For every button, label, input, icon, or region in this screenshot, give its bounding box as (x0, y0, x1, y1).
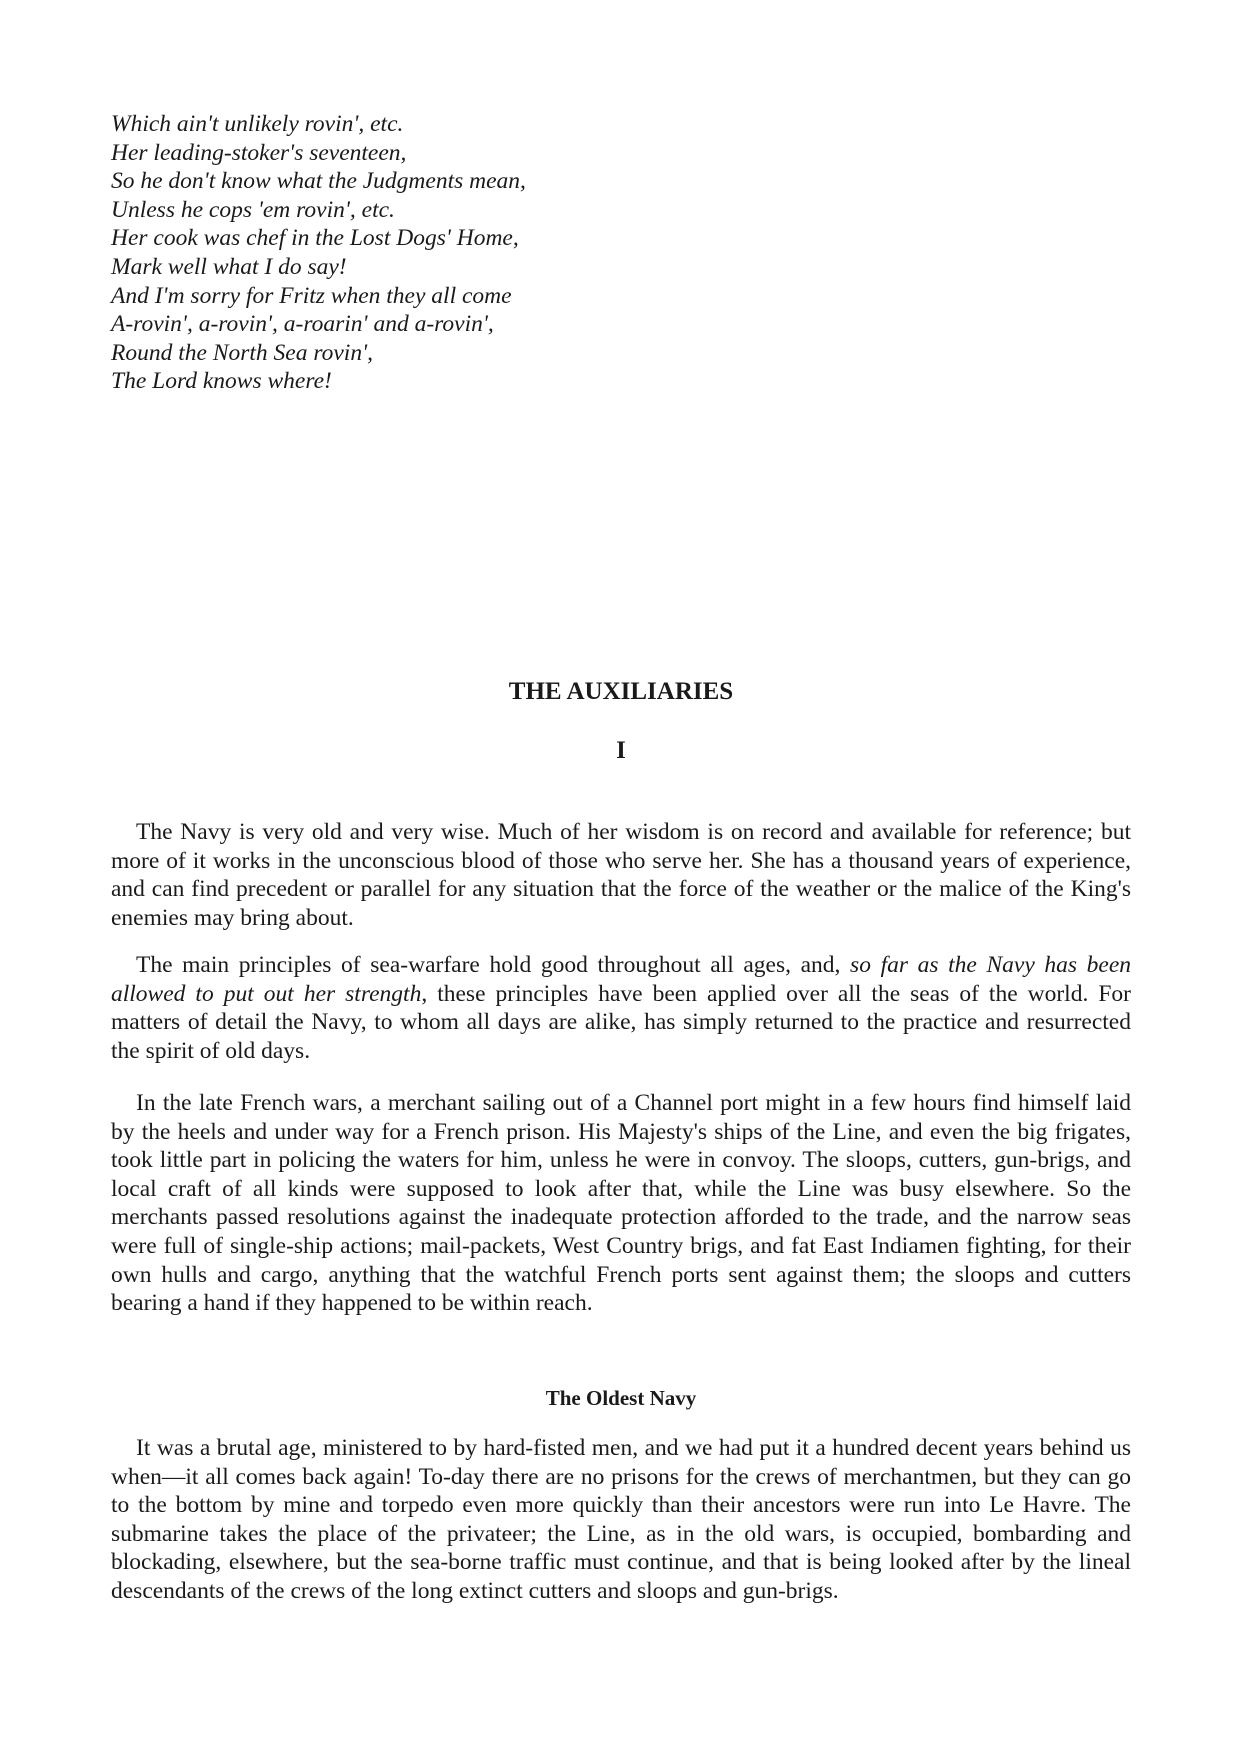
verse-line: Mark well what I do say! (111, 253, 347, 280)
paragraph-text: The main principles of sea-warfare hold good throughout all ages, and, (136, 952, 851, 978)
verse-line: The Lord knows where! (111, 368, 332, 395)
chapter-title: THE AUXILIARIES (508, 678, 734, 705)
chapter-numeral: I (616, 737, 626, 764)
verse-line: Her cook was chef in the Lost Dogs' Home, (111, 225, 519, 252)
paragraph: It was a brutal age, ministered to by hard-fisted men, and we had put it a hundred decent years behind us when—it all comes back again! To-day there are no prisons for the crews of merchantmen, but they can go to the bottom by mine and torpedo even more quickly than their ancestors were run into Le Havre. The submarine takes the place of the privateer; the Line, as in the old wars, is occupied, bombarding and blockading, elsewhere, but the sea-borne traffic must continue, and that is being looked after by the lineal descendants of the crews of the long extinct cutters and sloops and gun-brigs. (111, 1435, 1131, 1604)
paragraph-italic-text: so far as the Navy has been allowed to put out her strength (111, 952, 1132, 1007)
paragraph (111, 951, 1131, 1065)
verse-line: Round the North Sea rovin', (111, 339, 373, 366)
verse-line: Which ain't unlikely rovin', etc. (111, 111, 404, 137)
verse-line: Her leading-stoker's seventeen, (111, 139, 407, 166)
verse-line: A-rovin', a-rovin', a-roarin' and a-rovin', (111, 311, 494, 338)
paragraph: In the late French wars, a merchant sailing out of a Channel port might in a few hours find himself laid by the heels and under way for a French prison. His Majesty's ships of the Line, and even the big frigates, took little part in policing the waters for him, unless he were in convoy. The sloops, cutters, gun-brigs, and local craft of all kinds were supposed to look after that, while the Line was busy elsewhere. So the merchants passed resolutions against the inadequate protection afforded to the trade, and the narrow seas were full of single-ship actions; mail-packets, West Country brigs, and fat East Indiamen fighting, for their own hulls and cargo, anything that the watchful French ports sent against them; the sloops and cutters bearing a hand if they happened to be within reach. (111, 1090, 1131, 1317)
verse-line: So he don't know what the Judgments mean, (111, 168, 526, 195)
verse-line: Unless he cops 'em rovin', etc. (111, 196, 395, 223)
paragraph-text: , these principles have been applied over all the seas of the world. For matters of detail the Navy, to whom all days are alike, has simply returned to the practice and resurrected the spirit of old days. (111, 980, 1131, 1064)
paragraph: The Navy is very old and very wise. Much of her wisdom is on record and available for reference; but more of it works in the unconscious blood of those who serve her. She has a thousand years of experience, and can find precedent or parallel for any situation that the force of the weather or the malice of the King's enemies may bring about. (111, 819, 1131, 931)
verse-line: And I'm sorry for Fritz when they all come (111, 282, 512, 309)
verse-block (111, 110, 811, 396)
section-heading: The Oldest Navy (545, 1386, 697, 1410)
